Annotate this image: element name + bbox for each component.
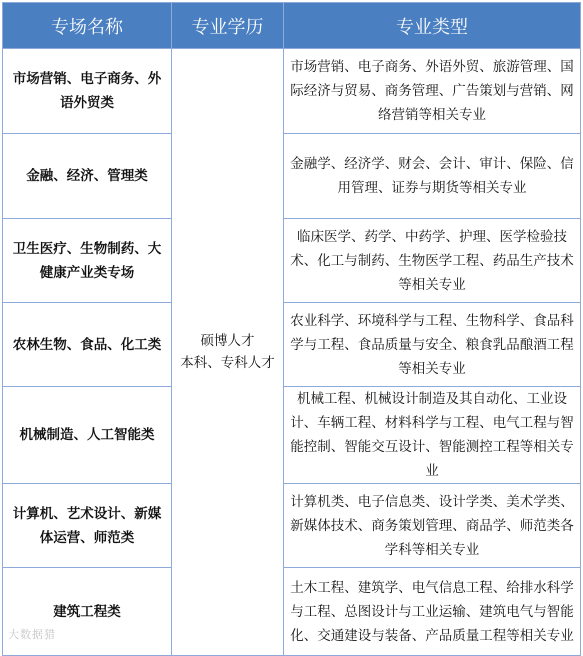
- header-row: [3, 3, 581, 49]
- table-row: [3, 219, 581, 303]
- majors-cell: 金融学、经济学、财会、会计、审计、保险、信用管理、证券与期货等相关专业: [284, 134, 581, 219]
- category-cell: 机械制造、人工智能类: [3, 387, 172, 484]
- majors-table: [2, 2, 581, 656]
- table-row: [3, 303, 581, 387]
- majors-cell: 农业科学、环境科学与工程、生物科学、食品科学与工程、食品质量与安全、粮食乳品酿酒工程等相关专业: [284, 303, 581, 387]
- watermark: 大数据猎: [8, 628, 56, 641]
- category-cell: 市场营销、电子商务、外语外贸类: [3, 49, 172, 134]
- majors-cell: 临床医学、药学、中药学、护理、医学检验技术、化工与制药、生物医学工程、药品生产技术等相关专业: [284, 219, 581, 303]
- majors-cell: 计算机类、电子信息类、设计学类、美术学类、新媒体技术、商务策划管理、商品学、师范类各学科等相关专业: [284, 484, 581, 568]
- majors-cell: 机械工程、机械设计制造及其自动化、工业设计、车辆工程、材料科学与工程、电气工程与智能控制、智能交互设计、智能测控工程等相关专业: [284, 387, 581, 484]
- degree-line-2: 本科、专科人才: [180, 355, 275, 371]
- category-cell: 农林生物、食品、化工类: [3, 303, 172, 387]
- category-cell: 金融、经济、管理类: [3, 134, 172, 219]
- table-row: [3, 134, 581, 219]
- header-degree: 专业学历: [172, 3, 284, 49]
- table-row: [3, 387, 581, 484]
- majors-cell: 土木工程、建筑学、电气信息工程、给排水科学与工程、总图设计与工业运输、建筑电气与智能化、交通建设与装备、产品质量工程等相关专业: [284, 568, 581, 656]
- table-row: [3, 49, 581, 134]
- header-session-name: 专场名称: [3, 3, 172, 49]
- header-major-type: 专业类型: [284, 3, 581, 49]
- degree-line-1: 硕博人才: [200, 333, 255, 349]
- table-row: [3, 484, 581, 568]
- degree-cell: [172, 49, 284, 656]
- category-cell: 卫生医疗、生物制药、大健康产业类专场: [3, 219, 172, 303]
- category-cell: 建筑工程类: [3, 568, 172, 656]
- category-cell: 计算机、艺术设计、新媒体运营、师范类: [3, 484, 172, 568]
- table-row: [3, 568, 581, 656]
- majors-cell: 市场营销、电子商务、外语外贸、旅游管理、国际经济与贸易、商务管理、广告策划与营销、网络营销等相关专业: [284, 49, 581, 134]
